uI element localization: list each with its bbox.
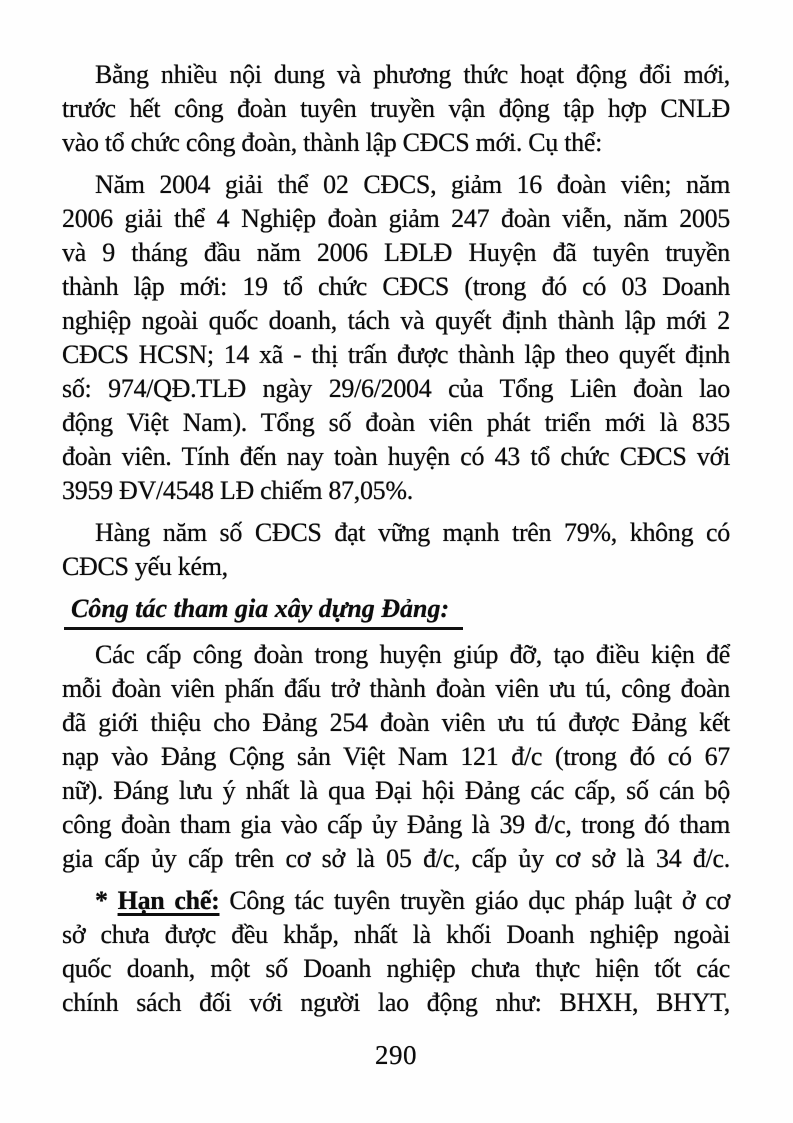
text-block <box>62 0 730 1072</box>
text-line: Bằng nhiều nội dung và phương thức hoạt động đổi mới, <box>95 60 730 89</box>
text-line: đoàn viên. Tính đến nay toàn huyện có 43 tổ chức CĐCS với <box>62 442 730 471</box>
text-line: Năm 2004 giải thể 02 CĐCS, giảm 16 đoàn viên; năm <box>95 170 730 199</box>
text-line: CĐCS HCSN; 14 xã - thị trấn được thành lập theo quyết định <box>62 340 730 369</box>
text-line: mỗi đoàn viên phấn đấu trở thành đoàn viên ưu tú, công đoàn <box>62 674 730 703</box>
text-line: đã giới thiệu cho Đảng 254 đoàn viên ưu tú được Đảng kết <box>62 708 730 737</box>
text-line: sở chưa được đều khắp, nhất là khối Doanh nghiệp ngoài <box>62 920 730 949</box>
paragraph-limitations <box>62 884 730 1020</box>
text-line: Các cấp công đoàn trong huyện giúp đỡ, tạo điều kiện để <box>95 640 730 669</box>
text-line: trước hết công đoàn tuyên truyền vận động tập hợp CNLĐ <box>62 94 730 123</box>
text-line: nghiệp ngoài quốc doanh, tách và quyết định thành lập mới 2 <box>62 306 730 335</box>
limitations-label: Hạn chế: <box>117 886 220 915</box>
text-line: động Việt Nam). Tổng số đoàn viên phát triển mới là 835 <box>62 408 730 437</box>
text-line: 2006 giải thể 4 Nghiệp đoàn giảm 247 đoàn viễn, năm 2005 <box>62 204 730 233</box>
text-run: Công tác tuyên truyền giáo dục pháp luật ở cơ <box>229 886 730 915</box>
text-line: CĐCS yếu kém, <box>62 552 228 581</box>
text-line: và 9 tháng đầu năm 2006 LĐLĐ Huyện đã tuyên truyền <box>62 238 730 267</box>
text-line: gia cấp ủy cấp trên cơ sở là 05 đ/c, cấp ủy cơ sở là 34 đ/c. <box>62 844 730 873</box>
text-line: vào tổ chức công đoàn, thành lập CĐCS mới. Cụ thể: <box>62 128 602 157</box>
text-line: 3959 ĐV/4548 LĐ chiếm 87,05%. <box>62 476 413 505</box>
paragraph-party-building <box>62 638 730 876</box>
section-heading-text: Công tác tham gia xây dựng Đảng: <box>64 592 463 630</box>
text-line: quốc doanh, một số Doanh nghiệp chưa thực hiện tốt các <box>62 954 730 983</box>
text-line: chính sách đối với người lao động như: BHXH, BHYT, <box>62 988 730 1017</box>
text-line: thành lập mới: 19 tổ chức CĐCS (trong đó có 03 Doanh <box>62 272 730 301</box>
text-line: số: 974/QĐ.TLĐ ngày 29/6/2004 của Tổng Liên đoàn lao <box>62 374 730 403</box>
page-number: 290 <box>375 1040 417 1070</box>
asterisk-marker: * <box>95 886 108 915</box>
text-line: nữ). Đáng lưu ý nhất là qua Đại hội Đảng các cấp, số cán bộ <box>62 776 730 805</box>
paragraph-opening <box>62 58 730 160</box>
text-line: công đoàn tham gia vào cấp ủy Đảng là 39 đ/c, trong đó tham <box>62 810 730 839</box>
text-line: nạp vào Đảng Cộng sản Việt Nam 121 đ/c (trong đó có 67 <box>62 742 730 771</box>
paragraph-strong-unions <box>62 516 730 584</box>
text-line: Hàng năm số CĐCS đạt vững mạnh trên 79%, không có <box>95 518 730 547</box>
text-line <box>62 884 730 918</box>
paragraph-statistics <box>62 168 730 508</box>
section-heading <box>62 592 730 630</box>
